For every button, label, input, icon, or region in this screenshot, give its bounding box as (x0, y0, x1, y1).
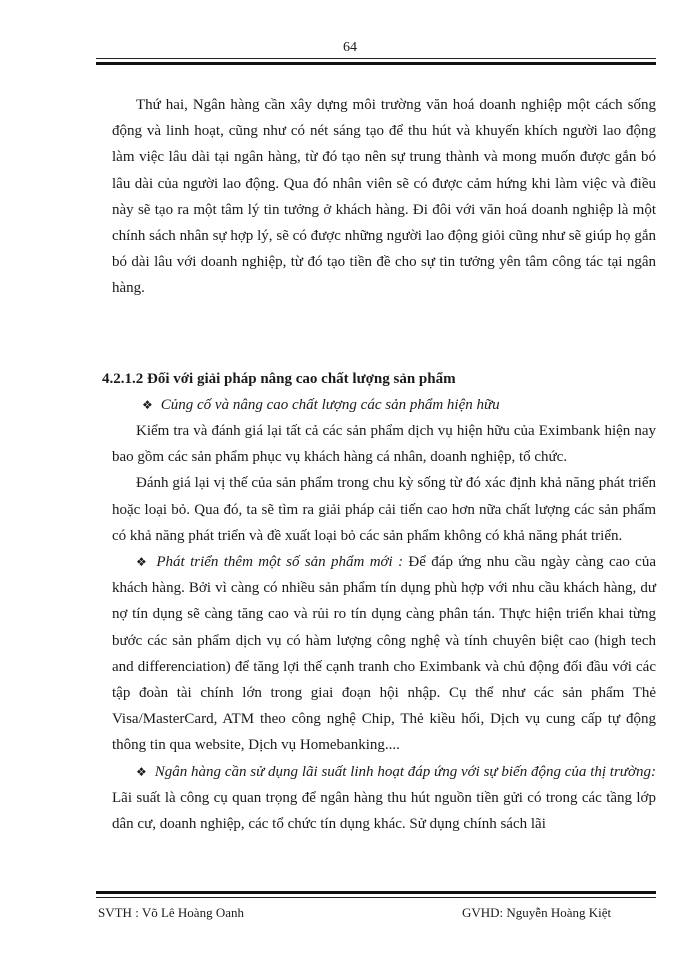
paragraph-interest-rate (112, 759, 656, 838)
diamond-bullet-icon: ❖ (136, 764, 147, 779)
bullet-text-interest-rate: Lãi suất là công cụ quan trọng để ngân hàng thu hút nguồn tiền gửi có trong các tầng lớp dân cư, doanh nghiệp, các tổ chức tín dụng khác. Sử dụng chính sách lãi (112, 789, 656, 833)
paragraph-product-lifecycle: Đánh giá lại vị thế của sản phẩm trong chu kỳ sống từ đó xác định khả năng phát triển hoặc loại bỏ. Qua đó, ta sẽ tìm ra giải pháp cải tiến cao hơn nữa chất lượng các sản phẩm có khả năng phát triển và đề xuất loại bỏ các sản phẩm không có khả năng phát triển. (112, 475, 656, 544)
document-body (102, 92, 657, 837)
footer-advisor: GVHD: Nguyễn Hoàng Kiệt (462, 905, 612, 920)
bullet-title-new-products: Phát triển thêm một số sản phẩm mới : (156, 554, 404, 571)
footer-rule-thick (96, 891, 656, 894)
diamond-bullet-icon: ❖ (136, 555, 149, 570)
diamond-bullet-icon: ❖ (142, 397, 153, 412)
paragraph-review-products: Kiểm tra và đánh giá lại tất cả các sản phẩm dịch vụ hiện hữu của Eximbank hiện nay bao gồm các sản phẩm phục vụ khách hàng cá nhân, doanh nghiệp, tổ chức. (112, 423, 656, 466)
page-number: 64 (343, 40, 357, 55)
section-heading: 4.2.1.2 Đối với giải pháp nâng cao chất lượng sản phẩm (102, 370, 456, 387)
header-rule-thin (96, 58, 656, 59)
header-rule-thick (96, 62, 656, 65)
footer-student: SVTH : Võ Lê Hoàng Oanh (98, 905, 244, 920)
bullet-title-consolidate: Củng cố và nâng cao chất lượng các sản phẩm hiện hữu (160, 396, 500, 413)
paragraph-culture: Thứ hai, Ngân hàng cần xây dựng môi trường văn hoá doanh nghiệp một cách sống động và linh hoạt, cũng như có nét sáng tạo để thu hút và khuyến khích người lao động làm việc lâu dài tại ngân hàng, từ đó tạo nên sự trung thành và mong muốn được gắn bó lâu dài của người lao động. Qua đó nhân viên sẽ có được cảm hứng khi làm việc và điều này sẽ tạo ra một tâm lý tin tưởng ở khách hàng. Đi đôi với văn hoá doanh nghiệp là một chính sách nhân sự hợp lý, sẽ có được những người lao động giỏi cũng như sẽ giúp họ gắn bó dài lâu với doanh nghiệp, từ đó tạo tiền đề cho sự tin tưởng yên tâm công tác tại ngân hàng. (112, 97, 656, 297)
footer-rule-thin (96, 897, 656, 898)
bullet-title-interest-rate: Ngân hàng cần sử dụng lãi suất linh hoạt đáp ứng với sự biến động của thị trường: (154, 763, 656, 780)
bullet-item-consolidate (112, 392, 656, 418)
paragraph-new-products (112, 549, 656, 759)
bullet-text-new-products: Để đáp ứng nhu cầu ngày càng cao của khách hàng. Bởi vì càng có nhiều sản phẩm tín dụng phù hợp với nhu cầu khách hàng, dư nợ tín dụng sẽ càng tăng cao và rủi ro tín dụng càng phân tán. Thực hiện triển khai từng bước các sản phẩm dịch vụ có hàm lượng công nghệ và tính chuyên biệt cao (high tech and differenciation) để tăng lợi thế cạnh tranh cho Eximbank và chủ động đối đầu với các tập đoàn tài chính lớn trong giai đoạn hội nhập. Cụ thể như các sản phẩm Thẻ Visa/MasterCard, ATM theo công nghệ Chip, Thẻ kiều hối, Dịch vụ cung cấp tự động thông tin qua website, Dịch vụ Homebanking.... (112, 554, 657, 754)
